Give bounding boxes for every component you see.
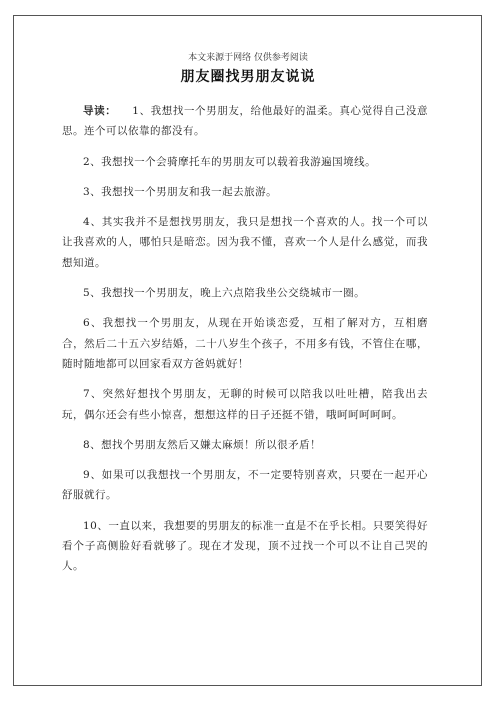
paragraph-10: 10、一直以来，我想要的男朋友的标准一直是不在乎长相。只要笑得好看个子高侧脸好看就够了。现在才发现，顶不过找一个可以不让自己哭的人。 (62, 519, 428, 573)
paragraph-2: 2、我想找一个会骑摩托车的男朋友可以载着我游遍国境线。 (83, 155, 377, 168)
paragraph-6: 6、我想找一个男朋友，从现在开始谈恋爱，互相了解对方，互相磨合，然后二十五六岁结婚，二十八岁生个孩子，不用多有钱，不管住在哪，随时随地都可以回家看双方爸妈就好！ (62, 317, 428, 371)
paragraph-4: 4、其实我并不是想找男朋友，我只是想找一个喜欢的人。找一个可以让我喜欢的人，哪怕只是暗恋。因为我不懂，喜欢一个人是什么感觉，而我想知道。 (62, 216, 428, 269)
paragraph-9: 9、如果可以我想找一个男朋友，不一定要特别喜欢，只要在一起开心舒服就行。 (62, 469, 428, 502)
paragraph-8: 8、想找个男朋友然后又嫌太麻烦！所以很矛盾！ (83, 438, 322, 451)
intro-label: 导读： (83, 105, 117, 117)
article-body (62, 101, 428, 587)
paragraph-5: 5、我想找一个男朋友，晚上六点陪我坐公交绕城市一圈。 (83, 287, 366, 300)
page-title: 朋友圈找男朋友说说 (180, 69, 316, 85)
intro-paragraph (62, 101, 428, 142)
paragraph-3: 3、我想找一个男朋友和我一起去旅游。 (83, 185, 278, 198)
paragraph-7: 7、突然好想找个男朋友，无聊的时候可以陪我以吐吐槽，陪我出去玩，偶尔还会有些小惊喜，想想这样的日子还挺不错，哦呵呵呵呵呵。 (62, 388, 428, 421)
intro-text: 1、我想找一个男朋友，给他最好的温柔。真心觉得自己没意思。连个可以依靠的都没有。 (62, 105, 428, 138)
source-note: 本文来源于网络 仅供参考阅读 (188, 53, 308, 63)
